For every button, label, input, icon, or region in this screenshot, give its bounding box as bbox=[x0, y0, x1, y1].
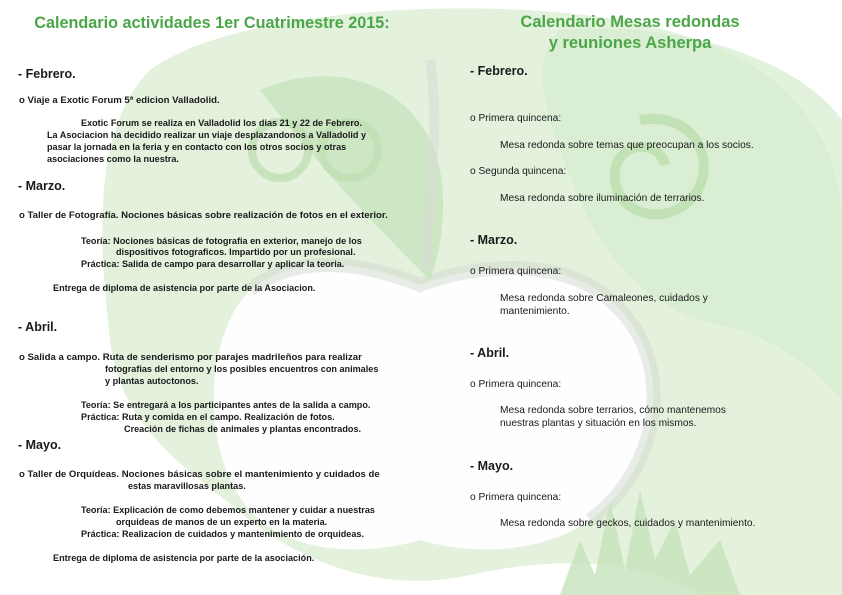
left-month-marzo: - Marzo. bbox=[18, 179, 66, 193]
right-marzo-q1: o Primera quincena: bbox=[470, 266, 562, 277]
left-febrero-line2: La Asociacion ha decidido realizar un viaje desplazandonos a Valladolid y bbox=[47, 130, 367, 140]
left-abril-item3: y plantas autoctonos. bbox=[105, 376, 199, 386]
right-month-abril: - Abril. bbox=[470, 346, 510, 360]
left-month-mayo: - Mayo. bbox=[18, 438, 62, 452]
left-febrero-item: o Viaje a Exotic Forum 5ª edicion Valladolid. bbox=[19, 95, 220, 106]
left-febrero-line4: asociaciones como la nuestra. bbox=[47, 154, 179, 164]
right-month-mayo: - Mayo. bbox=[470, 459, 514, 473]
right-abril-q1: o Primera quincena: bbox=[470, 379, 562, 390]
right-marzo-q1-text2: mantenimiento. bbox=[500, 306, 570, 317]
right-mayo-q1: o Primera quincena: bbox=[470, 492, 562, 503]
left-mayo-item1: o Taller de Orquídeas. Nociones básicas sobre el mantenimiento y cuidados de bbox=[19, 469, 380, 480]
left-mayo-practica: Práctica: Realizacion de cuidados y mantenimiento de orquideas. bbox=[81, 529, 364, 539]
left-mayo-teoria1: Teoría: Explicación de como debemos mantener y cuidar a nuestras bbox=[81, 505, 375, 515]
right-title-line1: Calendario Mesas redondas bbox=[520, 13, 740, 31]
left-mayo-item2: estas maravillosas plantas. bbox=[128, 481, 246, 491]
left-marzo-teoria1: Teoría: Nociones básicas de fotografia en exterior, manejo de los bbox=[81, 236, 362, 246]
left-marzo-item: o Taller de Fotografía. Nociones básicas sobre realización de fotos en el exterior. bbox=[19, 210, 388, 221]
left-abril-practica1: Práctica: Ruta y comida en el campo. Realización de fotos. bbox=[81, 412, 335, 422]
left-febrero-line3: pasar la jornada en la feria y en contacto con los otros socios y otras bbox=[47, 142, 347, 152]
left-mayo-teoria2: orquideas de manos de un experto en la materia. bbox=[116, 517, 328, 527]
right-month-febrero: - Febrero. bbox=[470, 64, 528, 78]
left-marzo-diploma: Entrega de diploma de asistencia por parte de la Asociacion. bbox=[53, 283, 316, 293]
left-marzo-practica: Práctica: Salida de campo para desarrollar y aplicar la teoria. bbox=[81, 259, 345, 269]
left-marzo-teoria2: dispositivos fotograficos. Impartido por un profesional. bbox=[116, 247, 356, 257]
right-mayo-q1-text: Mesa redonda sobre geckos, cuidados y mantenimiento. bbox=[500, 518, 756, 529]
left-abril-item2: fotografias del entorno y los posibles encuentros con animales bbox=[105, 364, 379, 374]
right-abril-q1-text2: nuestras plantas y situación en los mismos. bbox=[500, 418, 697, 429]
right-title-line2: y reuniones Asherpa bbox=[548, 34, 712, 52]
right-febrero-q1: o Primera quincena: bbox=[470, 113, 562, 124]
left-title: Calendario actividades 1er Cuatrimestre 2015: bbox=[34, 14, 390, 32]
left-month-febrero: - Febrero. bbox=[18, 67, 76, 81]
left-abril-item1: o Salida a campo. Ruta de senderismo por parajes madrileños para realizar bbox=[19, 352, 362, 363]
left-abril-practica2: Creación de fichas de animales y plantas encontrados. bbox=[124, 424, 362, 434]
left-febrero-line1: Exotic Forum se realiza en Valladolid los dias 21 y 22 de Febrero. bbox=[81, 118, 363, 128]
right-febrero-q2: o Segunda quincena: bbox=[470, 166, 567, 177]
left-abril-teoria: Teoría: Se entregará a los participantes antes de la salida a campo. bbox=[81, 400, 371, 410]
left-month-abril: - Abril. bbox=[18, 320, 58, 334]
left-mayo-diploma: Entrega de diploma de asistencia por parte de la asociación. bbox=[53, 553, 315, 563]
right-febrero-q2-text: Mesa redonda sobre iluminación de terrarios. bbox=[500, 193, 705, 204]
right-marzo-q1-text1: Mesa redonda sobre Camaleones, cuidados y bbox=[500, 293, 708, 304]
right-month-marzo: - Marzo. bbox=[470, 233, 518, 247]
right-abril-q1-text1: Mesa redonda sobre terrarios, cómo mantenemos bbox=[500, 405, 726, 416]
right-febrero-q1-text: Mesa redonda sobre temas que preocupan a los socios. bbox=[500, 140, 754, 151]
